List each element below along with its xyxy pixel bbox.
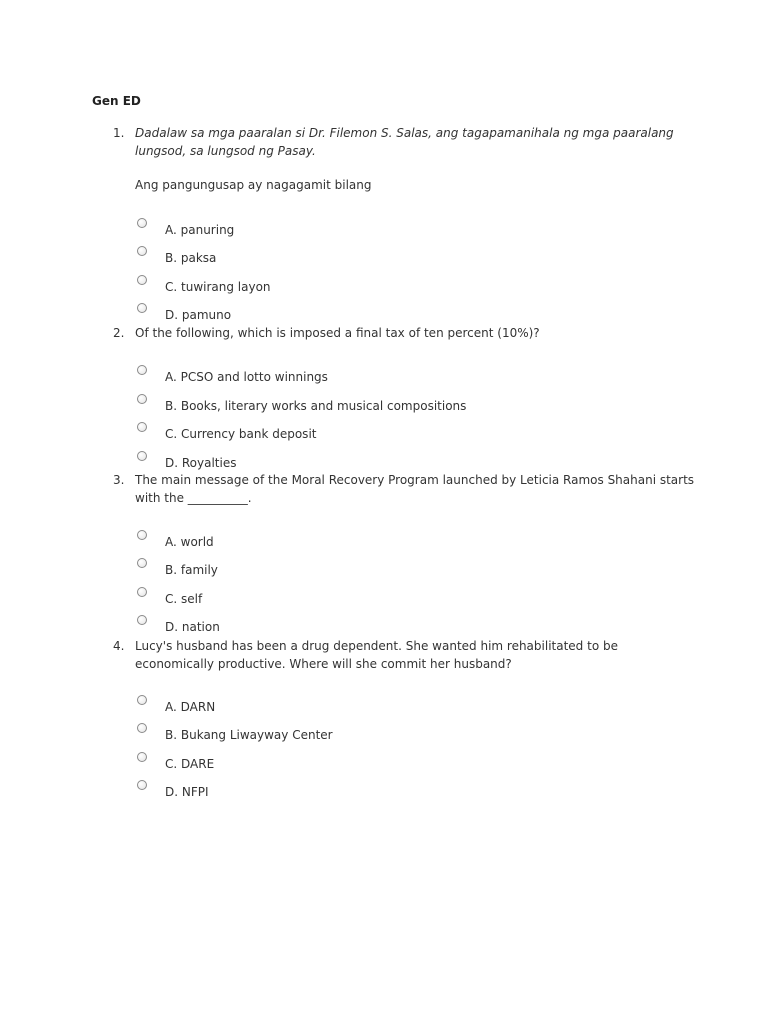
radio-button[interactable] (137, 394, 147, 404)
choice-4b[interactable] (137, 723, 637, 743)
choice-3b[interactable] (137, 558, 637, 578)
radio-button[interactable] (137, 218, 147, 228)
choice-label: D. pamuno (165, 308, 232, 322)
choice-4a[interactable] (137, 695, 637, 715)
question-text: The main message of the Moral Recovery Program launched by Leticia Ramos Shahani starts with the __________. (135, 473, 695, 505)
choice-label: A. PCSO and lotto winnings (165, 370, 328, 384)
choice-2d[interactable] (137, 451, 637, 471)
page-title: Gen ED (92, 94, 141, 108)
radio-button[interactable] (137, 695, 147, 705)
choice-label: B. Books, literary works and musical compositions (165, 399, 467, 413)
radio-button[interactable] (137, 275, 147, 285)
radio-button[interactable] (137, 558, 147, 568)
choice-label: C. self (165, 592, 203, 606)
choice-label: A. panuring (165, 223, 235, 237)
choice-4d[interactable] (137, 780, 637, 800)
choice-label: C. Currency bank deposit (165, 427, 317, 441)
choice-label: B. Bukang Liwayway Center (165, 728, 333, 742)
radio-button[interactable] (137, 723, 147, 733)
question-text: Dadalaw sa mga paaralan si Dr. Filemon S. Salas, ang tagapamanihala ng mga paaralang lungsod, sa lungsod ng Pasay. (135, 126, 674, 158)
radio-button[interactable] (137, 780, 147, 790)
question-text: Of the following, which is imposed a final tax of ten percent (10%)? (135, 326, 540, 340)
choice-label: D. nation (165, 620, 220, 634)
question-number: 3. (113, 473, 125, 487)
question-number: 1. (113, 126, 125, 140)
choice-1c[interactable] (137, 275, 637, 295)
question-number: 2. (113, 326, 125, 340)
radio-button[interactable] (137, 752, 147, 762)
choice-label: B. family (165, 563, 218, 577)
choice-label: C. tuwirang layon (165, 280, 271, 294)
choice-label: B. paksa (165, 251, 217, 265)
question-number: 4. (113, 639, 125, 653)
choice-3a[interactable] (137, 530, 637, 550)
choice-4c[interactable] (137, 752, 637, 772)
choice-label: A. world (165, 535, 214, 549)
radio-button[interactable] (137, 422, 147, 432)
choice-label: A. DARN (165, 700, 216, 714)
choice-2a[interactable] (137, 365, 637, 385)
choice-1a[interactable] (137, 218, 637, 238)
choice-3c[interactable] (137, 587, 637, 607)
question-subtext: Ang pangungusap ay nagagamit bilang (135, 178, 372, 192)
question-text: Lucy's husband has been a drug dependent. She wanted him rehabilitated to be economically productive. Where will she commit her husband? (135, 639, 618, 671)
radio-button[interactable] (137, 587, 147, 597)
radio-button[interactable] (137, 615, 147, 625)
choice-2b[interactable] (137, 394, 637, 414)
radio-button[interactable] (137, 303, 147, 313)
choice-label: D. NFPI (165, 785, 209, 799)
radio-button[interactable] (137, 365, 147, 375)
radio-button[interactable] (137, 451, 147, 461)
choice-3d[interactable] (137, 615, 637, 635)
choice-1d[interactable] (137, 303, 637, 323)
radio-button[interactable] (137, 530, 147, 540)
radio-button[interactable] (137, 246, 147, 256)
choice-label: D. Royalties (165, 456, 237, 470)
choice-1b[interactable] (137, 246, 637, 266)
choice-label: C. DARE (165, 757, 215, 771)
choice-2c[interactable] (137, 422, 637, 442)
